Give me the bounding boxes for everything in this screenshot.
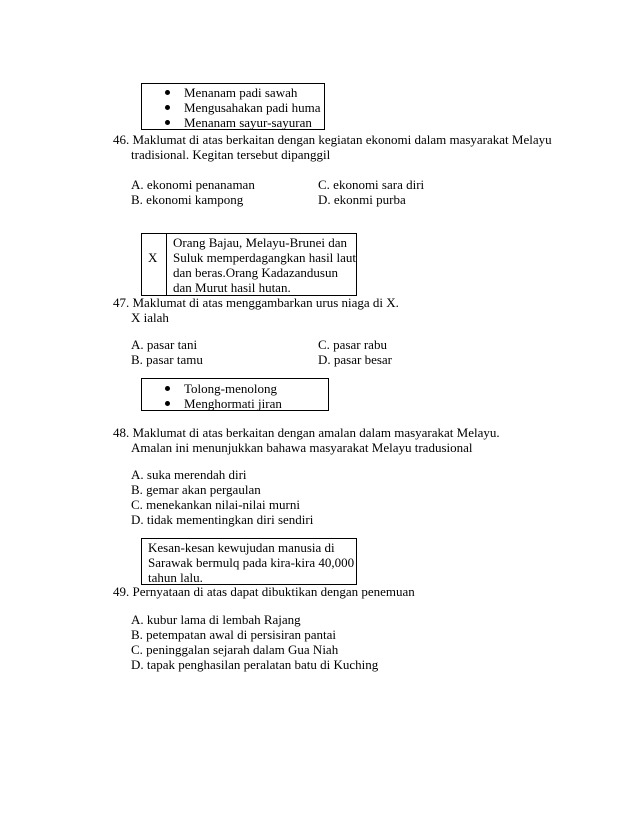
question-49-option-b: B. petempatan awal di persisiran pantai: [131, 627, 337, 642]
box-line: Suluk memperdagangkan hasil laut: [173, 250, 357, 265]
question-47-option-b: B. pasar tamu: [131, 352, 203, 367]
question-48-option-d: D. tidak mementingkan diri sendiri: [131, 512, 314, 527]
info-box-sarawak: [141, 538, 357, 585]
info-box-values: [141, 378, 329, 411]
question-49-option-c: C. peninggalan sejarah dalam Gua Niah: [131, 642, 339, 657]
question-48-stem-line2: Amalan ini menunjukkan bahawa masyarakat Melayu tradusional: [131, 440, 473, 455]
box-divider: [166, 234, 167, 295]
info-item: Menghormati jiran: [184, 396, 282, 411]
question-49-option-d: D. tapak penghasilan peralatan batu di Kuching: [131, 657, 379, 672]
info-box-crops: [141, 83, 325, 130]
box-line: Kesan-kesan kewujudan manusia di: [148, 540, 335, 555]
question-49-option-a: A. kubur lama di lembah Rajang: [131, 612, 301, 627]
question-46-stem-line1: 46. Maklumat di atas berkaitan dengan kegiatan ekonomi dalam masyarakat Melayu: [113, 132, 552, 147]
question-46-option-b: B. ekonomi kampong: [131, 192, 244, 207]
info-item: Menanam padi sawah: [184, 85, 298, 100]
question-49-stem: 49. Pernyataan di atas dapat dibuktikan dengan penemuan: [113, 584, 415, 599]
question-47-option-c: C. pasar rabu: [318, 337, 387, 352]
question-47-option-d: D. pasar besar: [318, 352, 392, 367]
box-line: dan Murut hasil hutan.: [173, 280, 291, 295]
bullet-icon: [165, 105, 170, 110]
bullet-icon: [165, 401, 170, 406]
info-item: Menanam sayur-sayuran: [184, 115, 312, 130]
box-line: Sarawak bermulq pada kira-kira 40,000: [148, 555, 355, 570]
question-48-option-a: A. suka merendah diri: [131, 467, 247, 482]
question-46-option-a: A. ekonomi penanaman: [131, 177, 255, 192]
box-label-x: X: [148, 250, 158, 265]
info-item: Mengusahakan padi huma: [184, 100, 321, 115]
box-line: Orang Bajau, Melayu-Brunei dan: [173, 235, 348, 250]
question-47-option-a: A. pasar tani: [131, 337, 198, 352]
question-46-option-c: C. ekonomi sara diri: [318, 177, 425, 192]
question-48-option-b: B. gemar akan pergaulan: [131, 482, 261, 497]
info-box-trade: [141, 233, 357, 296]
question-47-stem-line1: 47. Maklumat di atas menggambarkan urus niaga di X.: [113, 295, 399, 310]
box-line: dan beras.Orang Kadazandusun: [173, 265, 338, 280]
question-46-option-d: D. ekonmi purba: [318, 192, 406, 207]
box-line: tahun lalu.: [148, 570, 203, 585]
question-46-stem-line2: tradisional. Kegitan tersebut dipanggil: [131, 147, 331, 162]
bullet-icon: [165, 386, 170, 391]
info-item: Tolong-menolong: [184, 381, 277, 396]
question-47-stem-line2: X ialah: [131, 310, 169, 325]
bullet-icon: [165, 120, 170, 125]
question-48-option-c: C. menekankan nilai-nilai murni: [131, 497, 300, 512]
question-48-stem-line1: 48. Maklumat di atas berkaitan dengan amalan dalam masyarakat Melayu.: [113, 425, 500, 440]
bullet-icon: [165, 90, 170, 95]
